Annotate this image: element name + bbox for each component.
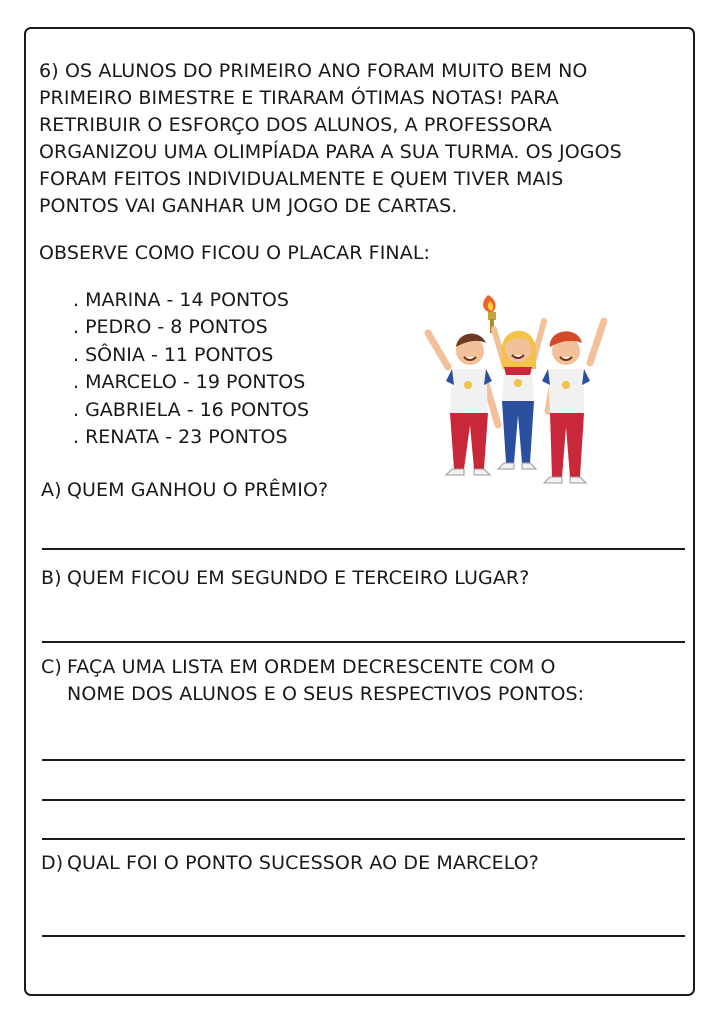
intro-line-4: ORGANIZOU UMA OLIMPÍADA PARA A SUA TURMA. OS JOGOS (39, 141, 622, 163)
intro-line-5: FORAM FEITOS INDIVIDUALMENTE E QUEM TIVER MAIS (39, 168, 564, 190)
question-d-text: QUAL FOI O PONTO SUCESSOR AO DE MARCELO? (67, 852, 539, 874)
score-item-sonia: . SÔNIA - 11 PONTOS (73, 343, 274, 366)
question-a-text: QUEM GANHOU O PRÊMIO? (67, 479, 329, 501)
boy-left-figure (428, 333, 498, 475)
score-item-pedro: . PEDRO - 8 PONTOS (73, 316, 268, 339)
answer-line-a[interactable] (42, 548, 685, 550)
intro-line-1: 6) OS ALUNOS DO PRIMEIRO ANO FORAM MUITO BEM NO (39, 58, 622, 85)
exercise-intro (39, 58, 622, 220)
question-b (41, 565, 529, 592)
answer-line-c-3[interactable] (42, 838, 685, 840)
answer-line-d[interactable] (42, 935, 685, 937)
question-a-letter: A) (41, 479, 62, 501)
boy-right-figure (542, 321, 604, 483)
celebrating-students-illustration (418, 285, 618, 500)
exercise-number: 6) (39, 60, 59, 82)
question-c (41, 654, 584, 708)
question-d (41, 850, 539, 877)
question-b-letter: B) (41, 567, 62, 589)
answer-line-c-1[interactable] (42, 759, 685, 761)
score-list (73, 287, 309, 451)
question-a (41, 477, 328, 504)
intro-line-2: PRIMEIRO BIMESTRE E TIRARAM ÓTIMAS NOTAS! PARA (39, 87, 559, 109)
answer-line-c-2[interactable] (42, 799, 685, 801)
intro-line-6: PONTOS VAI GANHAR UM JOGO DE CARTAS. (39, 195, 458, 217)
question-c-text-line-1: FAÇA UMA LISTA EM ORDEM DECRESCENTE COM O (67, 656, 556, 678)
question-d-letter: D) (41, 852, 64, 874)
answer-line-b[interactable] (42, 641, 685, 643)
question-b-text: QUEM FICOU EM SEGUNDO E TERCEIRO LUGAR? (67, 567, 530, 589)
score-item-renata: . RENATA - 23 PONTOS (73, 426, 288, 449)
question-c-letter: C) (41, 656, 62, 678)
girl-center-figure (494, 321, 544, 469)
score-item-marcelo: . MARCELO - 19 PONTOS (73, 371, 306, 394)
score-item-marina: . MARINA - 14 PONTOS (73, 289, 289, 311)
score-item-gabriela: . GABRIELA - 16 PONTOS (73, 398, 310, 421)
question-c-text-line-2: NOME DOS ALUNOS E O SEUS RESPECTIVOS PONTOS: (67, 683, 585, 705)
intro-line-3: RETRIBUIR O ESFORÇO DOS ALUNOS, A PROFESSORA (39, 114, 552, 136)
observe-instruction: OBSERVE COMO FICOU O PLACAR FINAL: (39, 242, 431, 264)
